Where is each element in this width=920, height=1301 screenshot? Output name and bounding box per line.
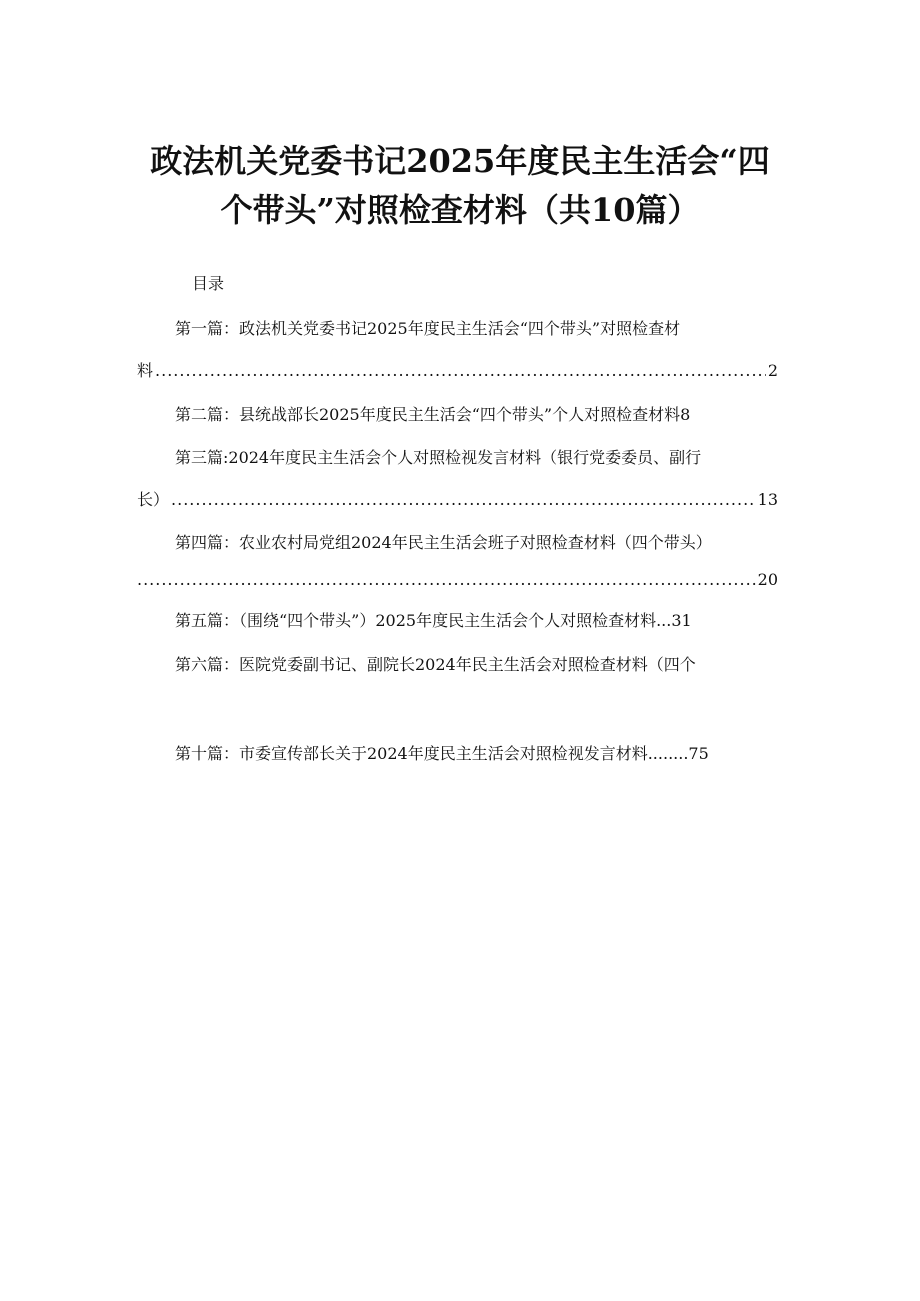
toc-entry-1-title[interactable]: 第一篇：政法机关党委书记2025年度民主生活会“四个带头”对照检查材 (175, 319, 681, 338)
toc-leader-dots (137, 569, 756, 591)
document-title-line-1: 政法机关党委书记2025年度民主生活会“四 (150, 142, 770, 180)
document-title-line-2: 个带头”对照检查材料（共10篇） (220, 191, 700, 229)
toc-entry-3-title-end: 长） (137, 490, 170, 509)
toc-entry-1-title-end: 料 (137, 361, 154, 380)
toc-entry-3-continuation[interactable] (137, 489, 778, 511)
toc-entry-4-page: 20 (757, 570, 778, 589)
toc-entry-6[interactable]: 第六篇：医院党委副书记、副院长2024年民主生活会对照检查材料（四个 (175, 655, 696, 674)
toc-entry-10[interactable]: 第十篇：市委宣传部长关于2024年度民主生活会对照检视发言材料........75 (175, 744, 709, 763)
toc-entry-2[interactable]: 第二篇：县统战部长2025年度民主生活会“四个带头”个人对照检查材料8 (175, 405, 691, 424)
toc-entry-4-continuation[interactable] (137, 569, 778, 591)
toc-entry-1-continuation[interactable] (137, 360, 778, 382)
toc-leader-dots (155, 360, 766, 382)
toc-entry-5[interactable]: 第五篇：（围绕“四个带头”）2025年度民主生活会个人对照检查材料...31 (175, 611, 692, 630)
toc-entry-1-page: 2 (767, 361, 778, 380)
toc-entry-4-title[interactable]: 第四篇：农业农村局党组2024年民主生活会班子对照检查材料（四个带头） (175, 533, 712, 552)
toc-heading: 目录 (192, 274, 225, 293)
toc-entry-3-title[interactable]: 第三篇:2024年度民主生活会个人对照检视发言材料（银行党委委员、副行 (175, 448, 702, 467)
toc-leader-dots (171, 489, 756, 511)
toc-entry-3-page: 13 (757, 490, 778, 509)
